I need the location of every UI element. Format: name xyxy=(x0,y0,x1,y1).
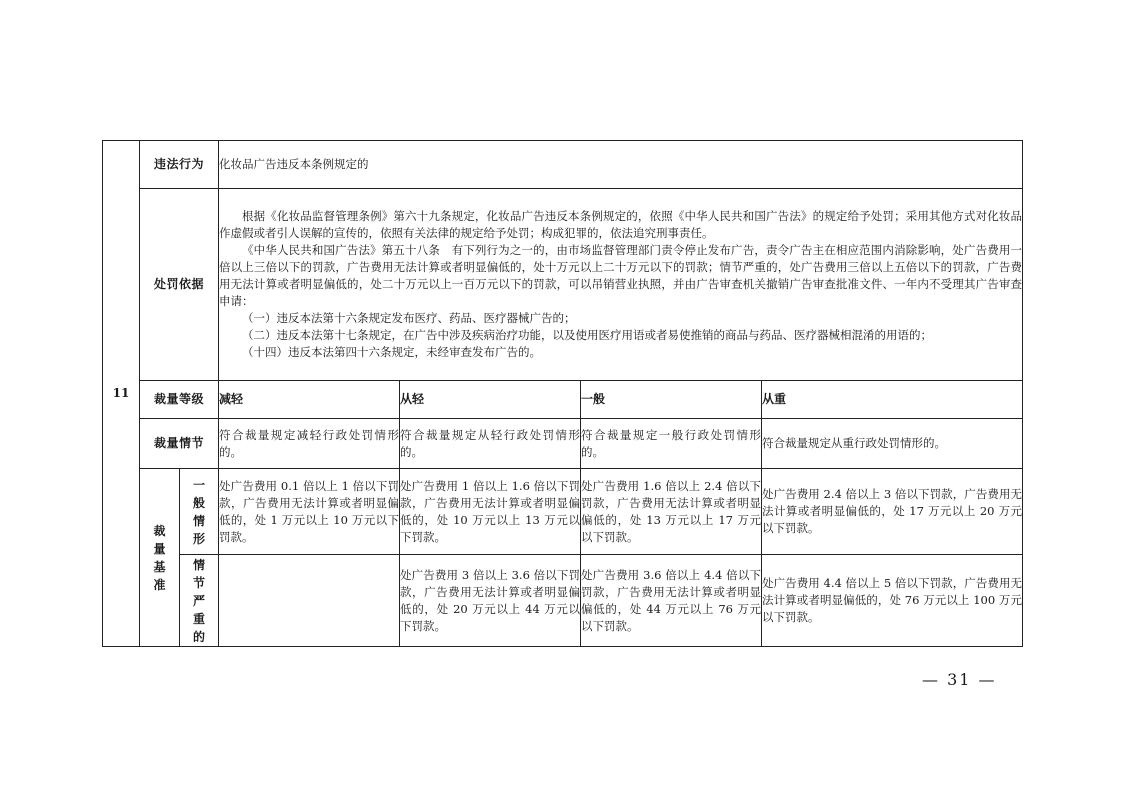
basis-paragraph: （十四）违反本法第四十六条规定，未经审查发布广告的。 xyxy=(242,345,542,359)
violation-text: 化妆品广告违反本条例规定的 xyxy=(219,141,1023,189)
basis-text xyxy=(219,189,1023,381)
level-mitigated: 减轻 xyxy=(219,381,400,419)
violation-label: 违法行为 xyxy=(140,141,219,189)
basis-label: 处罚依据 xyxy=(140,189,219,381)
benchmark-cell xyxy=(219,555,400,647)
level-severe: 从重 xyxy=(762,381,1023,419)
level-general: 一般 xyxy=(581,381,762,419)
benchmark-cell: 处广告费用 4.4 倍以上 5 倍以下罚款，广告费用无法计算或者明显偏低的，处 76 万元以上 100 万元以下罚款。 xyxy=(762,555,1023,647)
benchmark-cell: 处广告费用 3.6 倍以上 4.4 倍以下罚款，广告费用无法计算或者明显偏低的，处 44 万元以上 76 万元以下罚款。 xyxy=(581,555,762,647)
benchmark-cell: 处广告费用 3 倍以上 3.6 倍以下罚款，广告费用无法计算或者明显偏低的，处 20 万元以上 44 万元以下罚款。 xyxy=(400,555,581,647)
level-lenient: 从轻 xyxy=(400,381,581,419)
basis-paragraph: 《中华人民共和国广告法》第五十八条 有下列行为之一的，由市场监督管理部门责令停止发布广告，责令广告主在相应范围内消除影响，处广告费用一倍以上三倍以下的罚款，广告费用无法计算或者明显偏低的，处十万元以上二十万元以下的罚款；情节严重的，处广告费用三倍以上五倍以下的罚款，广告费用无法计算或者明显偏低的，处二十万元以上一百万元以下的罚款，可以吊销营业执照，并由广告审查机关撤销广告审查批准文件、一年内不受理其广告审查申请： xyxy=(219,243,1023,308)
circumstance-cell: 符合裁量规定减轻行政处罚情形的。 xyxy=(219,419,400,469)
row-number: 11 xyxy=(103,141,140,647)
violation-row xyxy=(103,141,1023,189)
basis-paragraph: （二）违反本法第十七条规定，在广告中涉及疾病治疗功能，以及使用医疗用语或者易使推销的商品与药品、医疗器械相混淆的用语的； xyxy=(242,328,933,342)
circumstance-cell: 符合裁量规定从轻行政处罚情形的。 xyxy=(400,419,581,469)
circumstances-row xyxy=(103,419,1023,469)
serious-case-label: 情节严重的 xyxy=(180,555,219,647)
circumstance-cell: 符合裁量规定一般行政处罚情形的。 xyxy=(581,419,762,469)
benchmark-serious-row xyxy=(103,555,1023,647)
page-number: — 31 — xyxy=(922,670,997,689)
basis-paragraph: 根据《化妆品监督管理条例》第六十九条规定，化妆品广告违反本条例规定的，依照《中华人民共和国广告法》的规定给予处罚；采用其他方式对化妆品作虚假或者引人误解的宣传的，依照有关法律的规定给予处罚；构成犯罪的，依法追究刑事责任。 xyxy=(219,209,1023,240)
general-case-label: 一般情形 xyxy=(180,469,219,555)
circumstance-cell: 符合裁量规定从重行政处罚情形的。 xyxy=(762,419,1023,469)
basis-row xyxy=(103,189,1023,381)
levels-row xyxy=(103,381,1023,419)
benchmark-cell: 处广告费用 2.4 倍以上 3 倍以下罚款，广告费用无法计算或者明显偏低的，处 17 万元以上 20 万元以下罚款。 xyxy=(762,469,1023,555)
benchmark-cell: 处广告费用 1.6 倍以上 2.4 倍以下罚款，广告费用无法计算或者明显偏低的，处 13 万元以上 17 万元以下罚款。 xyxy=(581,469,762,555)
circumstances-label: 裁量情节 xyxy=(140,419,219,469)
penalty-table xyxy=(102,140,1023,647)
basis-paragraph: （一）违反本法第十六条规定发布医疗、药品、医疗器械广告的； xyxy=(242,311,576,325)
benchmark-cell: 处广告费用 0.1 倍以上 1 倍以下罚款，广告费用无法计算或者明显偏低的，处 1 万元以上 10 万元以下罚款。 xyxy=(219,469,400,555)
benchmark-general-row xyxy=(103,469,1023,555)
benchmark-label: 裁量基准 xyxy=(140,469,180,647)
benchmark-cell: 处广告费用 1 倍以上 1.6 倍以下罚款，广告费用无法计算或者明显偏低的，处 10 万元以上 13 万元以下罚款。 xyxy=(400,469,581,555)
levels-label: 裁量等级 xyxy=(140,381,219,419)
